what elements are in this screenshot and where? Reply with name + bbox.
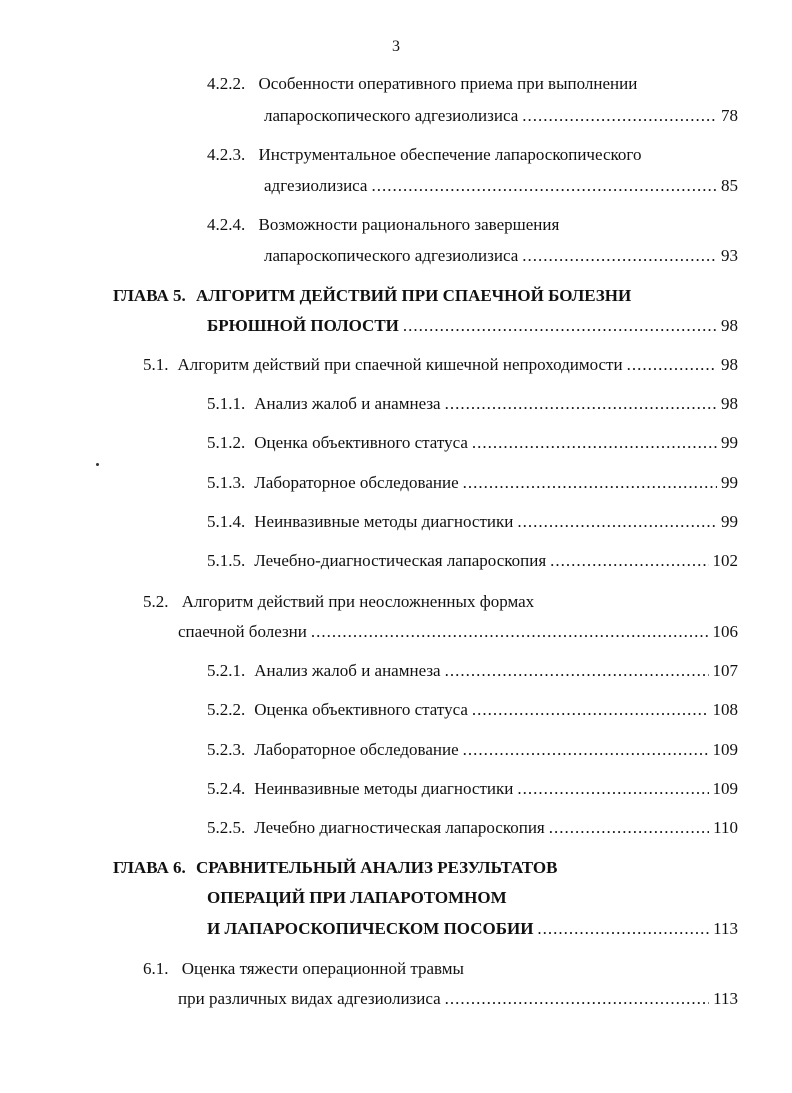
leader-dots [517,778,708,800]
toc-entry-4-2-2-line2 [264,105,738,127]
toc-page: 110 [713,818,738,837]
toc-number: 5.1.4. [207,512,246,531]
toc-title-cont: лапароскопического адгезиолизиса [264,106,519,125]
toc-entry-4-2-2-line1 [207,73,637,95]
toc-entry-6-1-line1 [143,958,464,980]
toc-number: 5.2.5. [207,818,246,837]
leader-dots [403,315,717,337]
toc-number: 5.1. [143,355,169,374]
toc-entry-5-1-2 [207,432,738,454]
toc-entry-5-2-4 [207,778,738,800]
chapter-label: ГЛАВА 5. [113,286,186,305]
toc-title: Лечебно-диагностическая лапароскопия [254,551,547,570]
toc-entry-5-2-2 [207,699,738,721]
chapter-5-line2 [207,315,738,337]
toc-number: 6.1. [143,959,169,978]
chapter-label: ГЛАВА 6. [113,858,186,877]
leader-dots [472,432,717,454]
toc-title-cont: спаечной болезни [178,622,307,641]
toc-entry-5-1-4 [207,511,738,533]
toc-number: 5.1.2. [207,433,246,452]
chapter-6-line2: ОПЕРАЦИЙ ПРИ ЛАПАРОТОМНОМ [207,888,507,907]
leader-dots [517,511,717,533]
toc-title: Оценка объективного статуса [254,700,468,719]
toc-title: Неинвазивные методы диагностики [254,779,514,798]
toc-page: 78 [721,106,738,125]
toc-page: 113 [713,919,738,938]
chapter-6-line3 [207,918,738,940]
toc-title: Лабораторное обследование [254,740,459,759]
toc-page: 109 [712,740,738,759]
chapter-6-heading [113,857,557,879]
chapter-title: СРАВНИТЕЛЬНЫЙ АНАЛИЗ РЕЗУЛЬТАТОВ [196,858,558,877]
leader-dots [472,699,709,721]
leader-dots [550,550,708,572]
toc-title: Алгоритм действий при неосложненных формах [181,592,535,611]
toc-page: 102 [712,551,738,570]
toc-title: Анализ жалоб и анамнеза [254,661,441,680]
toc-entry-5-1-3 [207,472,738,494]
chapter-title-cont: И ЛАПАРОСКОПИЧЕСКОМ ПОСОБИИ [207,919,534,938]
toc-entry-4-2-4-line1 [207,214,559,236]
toc-entry-4-2-4-line2 [264,245,738,267]
leader-dots [311,621,709,643]
toc-entry-5-1-5 [207,550,738,572]
toc-title: Неинвазивные методы диагностики [254,512,514,531]
toc-number: 5.1.1. [207,394,246,413]
chapter-title-cont: БРЮШНОЙ ПОЛОСТИ [207,316,399,335]
toc-number: 5.2.2. [207,700,246,719]
toc-entry-4-2-3-line2 [264,175,738,197]
toc-entry-5-2-line2 [178,621,738,643]
toc-page: 98 [721,355,738,374]
toc-page: 107 [712,661,738,680]
toc-title: Возможности рационального завершения [258,215,560,234]
leader-dots [371,175,717,197]
toc-entry-5-2-1 [207,660,738,682]
toc-entry-5-1-1 [207,393,738,415]
toc-number: 5.1.3. [207,473,246,492]
toc-number: 5.2.1. [207,661,246,680]
leader-dots [522,105,717,127]
toc-page: 108 [712,700,738,719]
leader-dots [463,739,709,761]
toc-number: 5.2.4. [207,779,246,798]
leader-dots [537,918,709,940]
toc-page: 99 [721,512,738,531]
toc-title: Алгоритм действий при спаечной кишечной непроходимости [177,355,623,374]
toc-page: 85 [721,176,738,195]
toc-page: 98 [721,394,738,413]
toc-title: Инструментальное обеспечение лапароскопического [258,145,642,164]
toc-number: 5.1.5. [207,551,246,570]
page-number: 3 [392,38,400,55]
toc-title: Оценка объективного статуса [254,433,468,452]
leader-dots [549,817,709,839]
toc-page: 99 [721,473,738,492]
toc-page: 113 [713,989,738,1008]
toc-title: Оценка тяжести операционной травмы [181,959,464,978]
toc-number: 5.2. [143,592,169,611]
chapter-5-heading [113,285,631,307]
toc-title: Лечебно диагностическая лапароскопия [254,818,545,837]
chapter-title: АЛГОРИТМ ДЕЙСТВИЙ ПРИ СПАЕЧНОЙ БОЛЕЗНИ [196,286,632,305]
toc-number: 4.2.3. [207,145,246,164]
toc-entry-5-2-3 [207,739,738,761]
toc-entry-5-2-5 [207,817,738,839]
toc-page: 106 [712,622,738,641]
toc-title-cont: при различных видах адгезиолизиса [178,989,441,1008]
toc-page: 93 [721,246,738,265]
leader-dots [445,660,709,682]
scan-speck [96,463,99,466]
toc-page: 98 [721,316,738,335]
toc-page: 109 [712,779,738,798]
toc-title: Лабораторное обследование [254,473,459,492]
leader-dots [627,354,717,376]
toc-number: 4.2.4. [207,215,246,234]
toc-title: Анализ жалоб и анамнеза [254,394,441,413]
leader-dots [445,393,717,415]
toc-entry-4-2-3-line1 [207,144,641,166]
leader-dots [445,988,709,1010]
toc-title-cont: адгезиолизиса [264,176,368,195]
toc-entry-5-1 [143,354,738,376]
toc-title-cont: лапароскопического адгезиолизиса [264,246,519,265]
toc-page: 99 [721,433,738,452]
toc-number: 5.2.3. [207,740,246,759]
leader-dots [463,472,717,494]
toc-entry-6-1-line2 [178,988,738,1010]
toc-entry-5-2-line1 [143,591,534,613]
toc-title: Особенности оперативного приема при выполнении [258,74,638,93]
toc-number: 4.2.2. [207,74,246,93]
leader-dots [522,245,717,267]
